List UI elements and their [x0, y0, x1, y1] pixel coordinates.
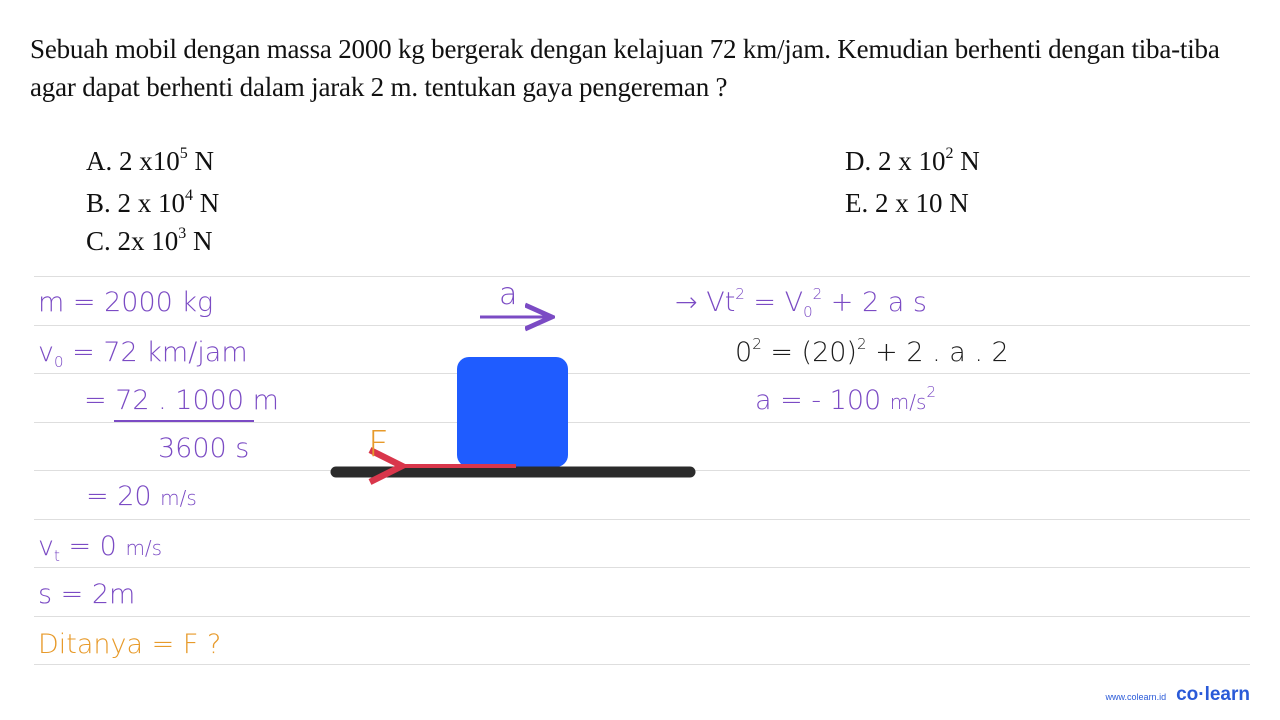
- option-b-exp: 4: [185, 187, 194, 204]
- conversion-denominator: 3600 s: [158, 433, 250, 464]
- formula-v0-sub: 0: [803, 303, 813, 321]
- option-c-exp: 3: [178, 225, 187, 242]
- step-mid-exp: 2: [856, 335, 867, 353]
- formula-vt: Vt: [706, 287, 736, 318]
- substitution-step: [735, 336, 1009, 370]
- brand-footer: [1106, 684, 1250, 706]
- v0-result-unit: m/s: [160, 486, 197, 510]
- step-rhs: + 2 . a . 2: [875, 337, 1009, 368]
- brand-logo: co·learn: [1176, 684, 1250, 705]
- option-e-label: E.: [845, 188, 869, 218]
- formula-rhs: + 2 a s: [830, 287, 927, 318]
- vt-symbol: v: [38, 531, 54, 562]
- acceleration-label: a: [499, 277, 518, 312]
- vt-unit: m/s: [125, 536, 163, 560]
- block: [457, 357, 568, 467]
- option-b-label: B.: [86, 188, 111, 218]
- option-a-exp: 5: [179, 145, 188, 162]
- question-text: Sebuah mobil dengan massa 2000 kg bergerak dengan kelajuan 72 km/jam. Kemudian berhenti dengan tiba-tiba agar dapat berhenti dalam jarak 2 m. tentukan gaya pengereman ?: [30, 34, 1220, 102]
- formula-arrow-icon: →: [675, 287, 698, 318]
- option-c-label: C.: [86, 226, 111, 256]
- option-c-base: 2x 10: [117, 226, 179, 256]
- v0-subscript: 0: [53, 353, 64, 371]
- acceleration-result: [755, 384, 936, 419]
- option-c-unit: N: [193, 226, 213, 256]
- result-unit-exp: 2: [926, 383, 936, 401]
- force-label: F: [368, 424, 389, 465]
- option-d-base: 2 x 10: [878, 146, 946, 176]
- vt-subscript: t: [53, 547, 60, 565]
- formula-v0-exp: 2: [812, 285, 823, 303]
- option-d-exp: 2: [945, 145, 954, 162]
- given-mass: m = 2000 kg: [38, 287, 214, 318]
- option-a-base: 2 x10: [119, 146, 180, 176]
- option-a-label: A.: [86, 146, 113, 176]
- v0-symbol: v: [38, 337, 54, 368]
- step-lhs: 0: [735, 337, 753, 368]
- option-e-base: 2 x 10: [875, 188, 943, 218]
- conversion-numerator: = 72 . 1000 m: [84, 385, 279, 416]
- step-mid: = (20): [770, 337, 857, 368]
- kinematic-formula: [675, 286, 927, 320]
- result-unit: m/s: [889, 390, 927, 414]
- option-d-unit: N: [960, 146, 980, 176]
- option-b-base: 2 x 10: [117, 188, 186, 218]
- option-a-unit: N: [194, 146, 214, 176]
- option-e-unit: N: [949, 188, 969, 218]
- vt-value: = 0: [68, 531, 117, 562]
- v0-value: = 72 km/jam: [72, 337, 248, 368]
- option-b-unit: N: [199, 188, 220, 218]
- asked-quantity: Ditanya = F ?: [38, 629, 222, 660]
- formula-eq-v: = V: [753, 287, 804, 318]
- formula-vt-exp: 2: [735, 285, 745, 303]
- given-distance: s = 2m: [38, 579, 136, 610]
- option-d-label: D.: [845, 146, 872, 176]
- v0-result-value: = 20: [86, 481, 152, 512]
- result-value: a = - 100: [755, 385, 882, 416]
- brand-url[interactable]: www.colearn.id: [1105, 692, 1167, 702]
- step-lhs-exp: 2: [752, 335, 762, 353]
